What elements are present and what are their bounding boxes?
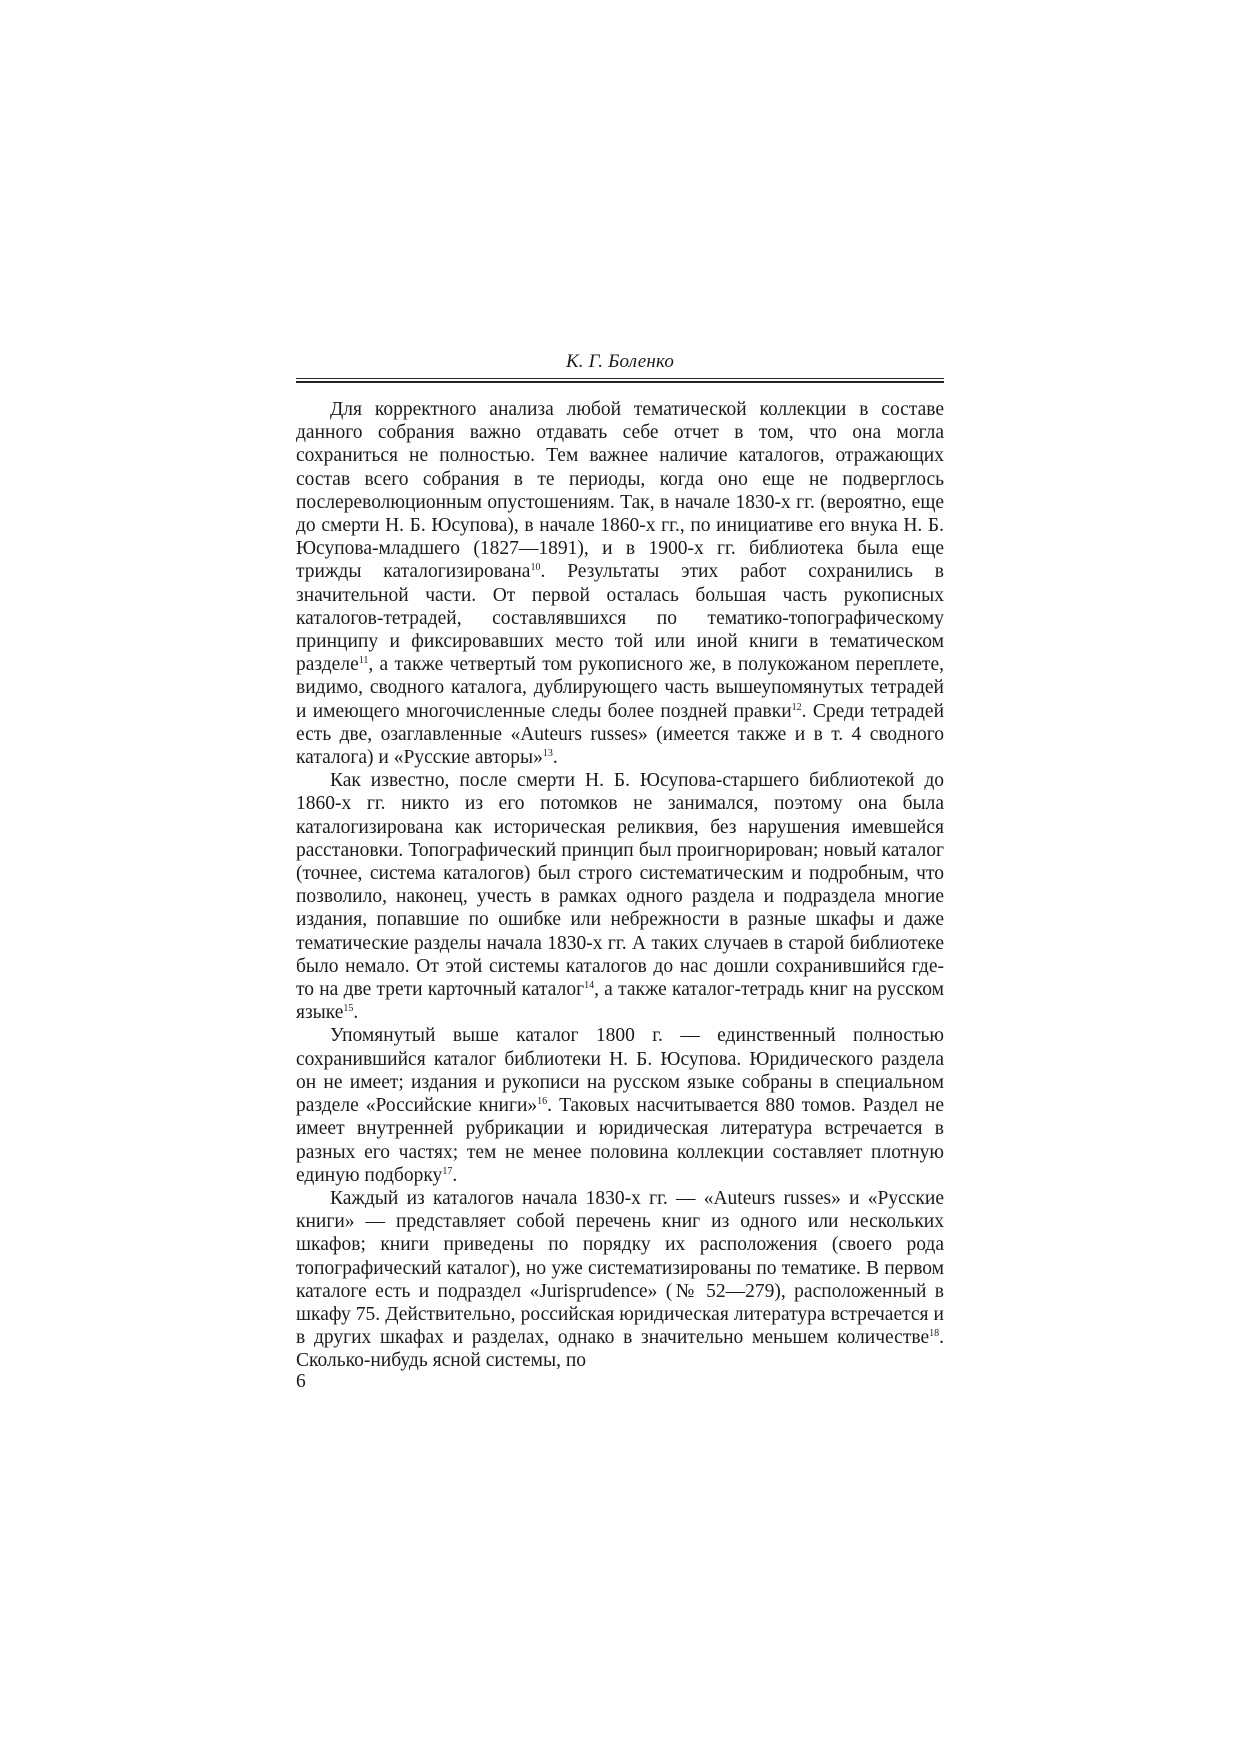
header-double-rule	[296, 378, 944, 384]
text-run: Как известно, после смерти Н. Б. Юсупова-старшего библиотекой до 1860-х гг. никто из его потомков не занимался, поэтому она была каталогизирована как историческая реликвия, без нарушения имевшейся расстановки. Топографический принцип был проигнорирован; новый каталог (точнее, система каталогов) был строго систематическим и подробным, что позволило, наконец, учесть в рамках одного раздела и подраздела многие издания, попавшие по ошибке или небрежности в разные шкафы и даже тематические разделы начала 1830-х гг. А таких случаев в старой библиотеке было немало. От этой системы каталогов до нас дошли сохранившийся где-то на две трети карточный каталог	[296, 770, 944, 1001]
text-run: . Результаты этих работ сохранились в значительной части. От первой осталась большая часть рукописных каталогов-тетрадей, составлявшихся по тематико-топографическому принципу и фиксировавших место той или иной книги в тематическом разделе	[296, 561, 944, 676]
footnote-ref-14: 14	[584, 980, 595, 992]
text-run: Для корректного анализа любой тематической коллекции в составе данного собрания важно отдавать себе отчет в том, что она могла сохраниться не полностью. Тем важнее наличие каталогов, отражающих состав всего собрания в те периоды, когда оно еще не подверглось послереволюционным опустошениям. Так, в начале 1830-х гг. (вероятно, еще до смерти Н. Б. Юсупова), в начале 1860-х гг., по инициативе его внука Н. Б. Юсупова-младшего (1827—1891), и в 1900-х гг. библиотека была еще трижды каталогизирована	[296, 399, 944, 583]
text-run: , а также четвертый том рукописного же, в полукожаном переплете, видимо, сводного каталога, дублирующего часть вышеупомянутых тетрадей и имеющего многочисленные следы более поздней правки	[296, 654, 944, 722]
body-text	[296, 398, 944, 1373]
page	[296, 350, 944, 1373]
text-run: , а также каталог-тетрадь книг на русском языке	[296, 979, 944, 1024]
text-run: Каждый из каталогов начала 1830-х гг. — «Auteurs russes» и «Русские книги» — представляет собой перечень книг из одного или нескольких шкафов; книги приведены по порядку их расположения (своего рода топографический каталог), но уже систематизированы по тематике. В первом каталоге есть и подраздел «Jurisprudence» (№ 52—279), расположенный в шкафу 75. Действительно, российская юридическая литература встречается и в других шкафах и разделах, однако в значительно меньшем количестве	[296, 1187, 944, 1349]
header-rule-thick	[296, 381, 944, 383]
footnote-ref-11: 11	[358, 655, 369, 667]
text-run: .	[353, 1002, 359, 1024]
header-rule-thin	[296, 378, 944, 379]
running-head: К. Г. Боленко	[565, 351, 675, 372]
footnote-ref-12: 12	[791, 701, 802, 713]
page-number: 6	[296, 1371, 306, 1392]
footnote-ref-17: 17	[442, 1165, 453, 1177]
footnote-ref-13: 13	[542, 748, 553, 760]
text-run: Упомянутый выше каталог 1800 г. — единственный полностью сохранившийся каталог библиотеки Н. Б. Юсупова. Юридического раздела он не имеет; издания и рукописи на русском языке собраны в специальном разделе «Российские книги»	[296, 1025, 944, 1117]
text-run: .	[452, 1164, 458, 1186]
footnote-ref-15: 15	[343, 1003, 354, 1015]
footnote-ref-10: 10	[530, 562, 541, 574]
footnote-ref-18: 18	[929, 1328, 940, 1340]
text-run: . Сколько-нибудь ясной системы, по	[296, 1327, 944, 1372]
footnote-ref-16: 16	[537, 1096, 548, 1108]
paragraph-2	[296, 769, 944, 1024]
text-run: . Таковых насчитывается 880 томов. Раздел не имеет внутренней рубрикации и юридическая литература встречается в разных его частях; тем не менее половина коллекции составляет плотную единую подборку	[296, 1095, 944, 1186]
paragraph-3	[296, 1024, 944, 1186]
text-run: .	[552, 747, 558, 769]
text-run: . Среди тетрадей есть две, озаглавленные «Auteurs russes» (имеется также и в т. 4 сводного каталога) и «Русские авторы»	[296, 700, 945, 769]
paragraph-4	[296, 1187, 944, 1373]
paragraph-1	[296, 398, 944, 769]
